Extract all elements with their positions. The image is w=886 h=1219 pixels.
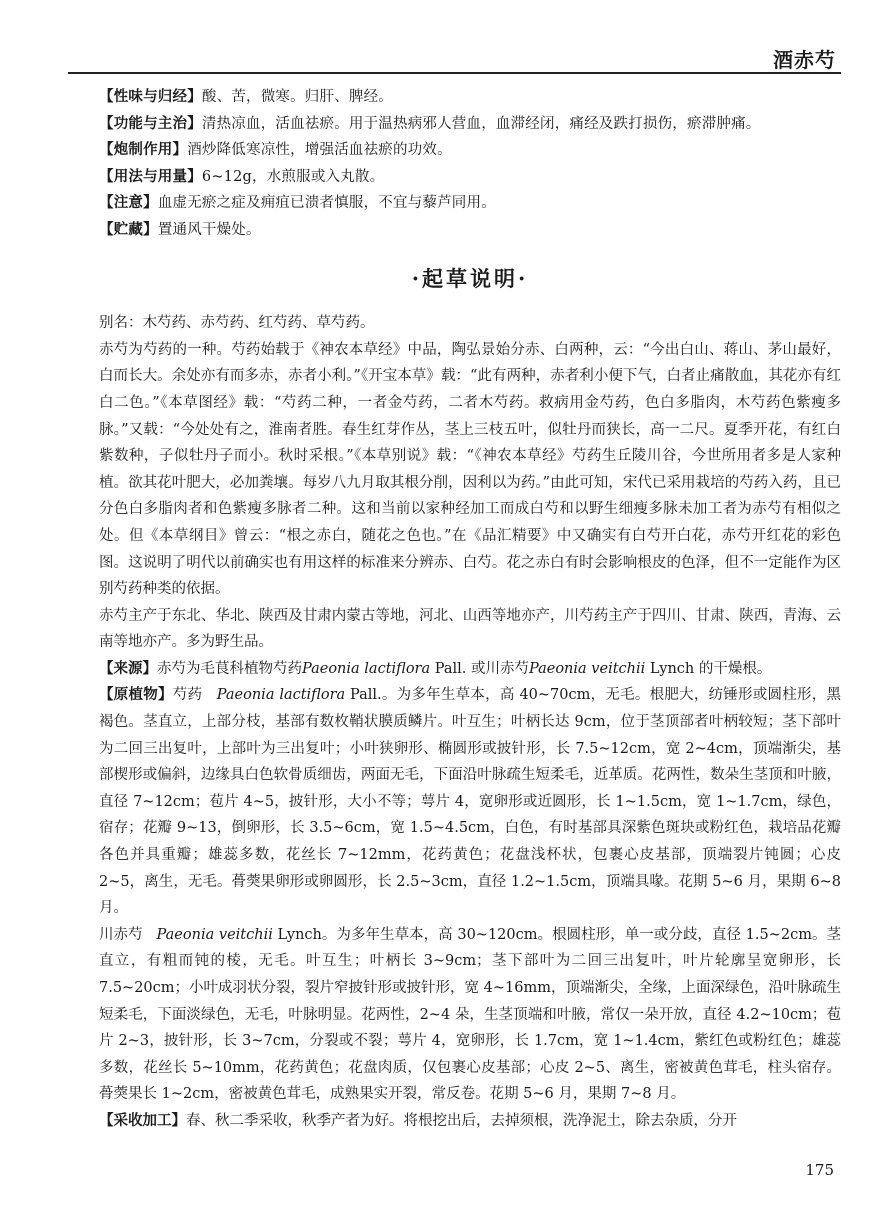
latin-name: Paeonia lactiflora — [302, 660, 431, 677]
source-label: 【来源】 — [99, 660, 157, 677]
meta-text: 置通风干燥处。 — [157, 221, 261, 238]
source-paragraph — [99, 656, 841, 683]
meta-label: 【炮制作用】 — [99, 142, 188, 159]
harvest-label: 【采收加工】 — [99, 1112, 186, 1129]
plant2-name: 川赤芍 — [99, 926, 143, 943]
meta-text: 血虚无瘀之症及痈疽已溃者慎服，不宜与藜芦同用。 — [157, 195, 496, 212]
meta-label: 【贮藏】 — [99, 221, 158, 238]
meta-function-indication — [99, 111, 841, 138]
latin-name: Paeonia veitchii — [156, 926, 273, 943]
history-paragraph: 赤芍为芍药的一种。芍药始载于《神农本草经》中品，陶弘景始分赤、白两种，云：“今出白山、蒋山、茅山最好，白而长大。余处亦有而多赤，赤者小利。”《开宝本草》载：“此有两种，赤者利小便下气，白者止痛散血，其花亦有红白二色。”《本草图经》载：“芍药二种，一者金芍药，二者木芍药。救病用金芍药，色白多脂肉，木芍药色紫瘦多脉。”又载：“今处处有之，淮南者胜。春生红芽作丛，茎上三枝五叶，似牡丹而狭长，高一二尺。夏季开花，有红白紫数种，子似牡丹子而小。秋时采根。”《本草别说》载：“《神农本草经》芍药生丘陵川谷，今世所用者多是人家种植。欲其花叶肥大，必加粪壤。每岁八九月取其根分削，因利以为药。”由此可知，宋代已采用栽培的芍药入药，且已分色白多脂肉者和色紫瘦多脉者二种。这和当前以家种经加工而成白芍和以野生细瘦多脉未加工者为赤芍有相似之处。但《本草纲目》曾云：“根之赤白，随花之色也。”在《品汇精要》中又确实有白芍开白花，赤芍开红花的彩色图。这说明了明代以前确实也有用这样的标准来分辨赤、白芍。花之赤白有时会影响根皮的色泽，但不一定能作为区别芍药种类的依据。 — [99, 341, 841, 598]
source-text: Lynch 的干燥根。 — [649, 660, 772, 677]
meta-text: 酒炒降低寒凉性，增强活血祛瘀的功效。 — [187, 142, 452, 159]
source-text: 赤芍为毛茛科植物芍药 — [157, 660, 302, 677]
meta-label: 【用法与用量】 — [99, 168, 202, 185]
plant-name: 芍药 — [172, 687, 203, 704]
meta-caution — [99, 190, 841, 217]
harvest-paragraph — [99, 1108, 841, 1135]
meta-storage — [99, 217, 841, 244]
running-header-title: 酒赤芍 — [773, 48, 836, 72]
alias-paragraph: 别名：木芍药、赤芍药、红芍药、草芍药。 — [99, 315, 375, 332]
page-content — [99, 84, 841, 1135]
meta-usage-dosage — [99, 164, 841, 191]
plant-label: 【原植物】 — [99, 687, 173, 704]
meta-label: 【注意】 — [99, 195, 158, 212]
source-text: Pall. 或川赤芍 — [434, 660, 529, 677]
meta-label: 【功能与主治】 — [99, 115, 202, 132]
section-title: ·起草说明· — [411, 265, 529, 291]
page-number: 175 — [805, 1161, 834, 1179]
plant2-paragraph — [99, 922, 841, 1108]
meta-text: 酸、苦，微寒。归肝、脾经。 — [201, 89, 394, 105]
harvest-text: 春、秋二季采收，秋季产者为好。将根挖出后，去掉须根，洗净泥土，除去杂质，分开 — [186, 1112, 737, 1129]
latin-name: Paeonia lactiflora — [216, 687, 346, 704]
meta-processing-effect — [99, 137, 841, 164]
header-rule — [68, 72, 841, 74]
origin-paragraph: 赤芍主产于东北、华北、陕西及甘肃内蒙古等地，河北、山西等地亦产，川芍药主产于四川、甘肃、陕西，青海、云南等地亦产。多为野生品。 — [99, 607, 841, 651]
meta-taste-meridian — [99, 84, 841, 111]
meta-label: 【性味与归经】 — [99, 89, 202, 105]
plant-description: Pall.。为多年生草本，高 40~70cm，无毛。根肥大，纺锤形或圆柱形，黑褐色。茎直立，上部分枝，基部有数枚鞘状膜质鳞片。叶互生；叶柄长达 9cm，位于茎顶部者叶柄较短；茎下部叶为二回三出复叶，上部叶为三出复叶；小叶狭卵形、椭圆形或披针形，长 7.5~12cm，宽 2~4cm，顶端渐尖，基部楔形或偏斜，边缘具白色软骨质细齿，两面无毛，下面沿叶脉疏生短柔毛，近革质。花两性，数朵生茎顶和叶腋，直径 7~12cm；苞片 4~5，披针形，大小不等；萼片 4，宽卵形或近圆形，长 1~1.5cm，宽 1~1.7cm，绿色，宿存；花瓣 9~13，倒卵形，长 3.5~6cm，宽 1.5~4.5cm，白色，有时基部具深紫色斑块或粉红色，栽培品花瓣各色并具重瓣；雄蕊多数，花丝长 7~12mm，花药黄色；花盘浅杯状，包裹心皮基部，顶端裂片钝圆；心皮 2~5，离生，无毛。蓇葖果卵形或卵圆形，长 2.5~3cm，直径 1.2~1.5cm，顶端具喙。花期 5~6 月，果期 6~8 月。 — [99, 687, 842, 917]
meta-text: 清热凉血，活血祛瘀。用于温热病邪人营血，血滞经闭，痛经及跌打损伤，瘀滞肿痛。 — [201, 115, 761, 132]
plant2-description: Lynch。为多年生草本，高 30~120cm。根圆柱形，单一或分歧，直径 1.5~2cm。茎直立，有粗而钝的棱，无毛。叶互生；叶柄长 3~9cm；茎下部叶为二回三出复叶，叶片轮廓呈宽卵形，长 7.5~20cm；小叶成羽状分裂，裂片窄披针形或披针形，宽 4~16mm，顶端渐尖，全缘，上面深绿色，沿叶脉疏生短柔毛，下面淡绿色，无毛，叶脉明显。花两性，2~4 朵，生茎顶端和叶腋，常仅一朵开放，直径 4.2~10cm；苞片 2~3，披针形，长 3~7cm，分裂或不裂；萼片 4，宽卵形，长 1.7cm，宽 1~1.4cm，紫红色或粉红色；雄蕊多数，花丝长 5~10mm，花药黄色；花盘肉质，仅包裹心皮基部；心皮 2~5、离生，密被黄色茸毛，柱头宿存。蓇葖果长 1~2cm，密被黄色茸毛，成熟果实开裂，常反卷。花期 5~6 月，果期 7~8 月。 — [99, 926, 842, 1103]
latin-name: Paeonia veitchii — [529, 660, 646, 677]
plant-paragraph — [99, 682, 841, 921]
meta-text: 6~12g，水煎服或入丸散。 — [201, 168, 385, 185]
